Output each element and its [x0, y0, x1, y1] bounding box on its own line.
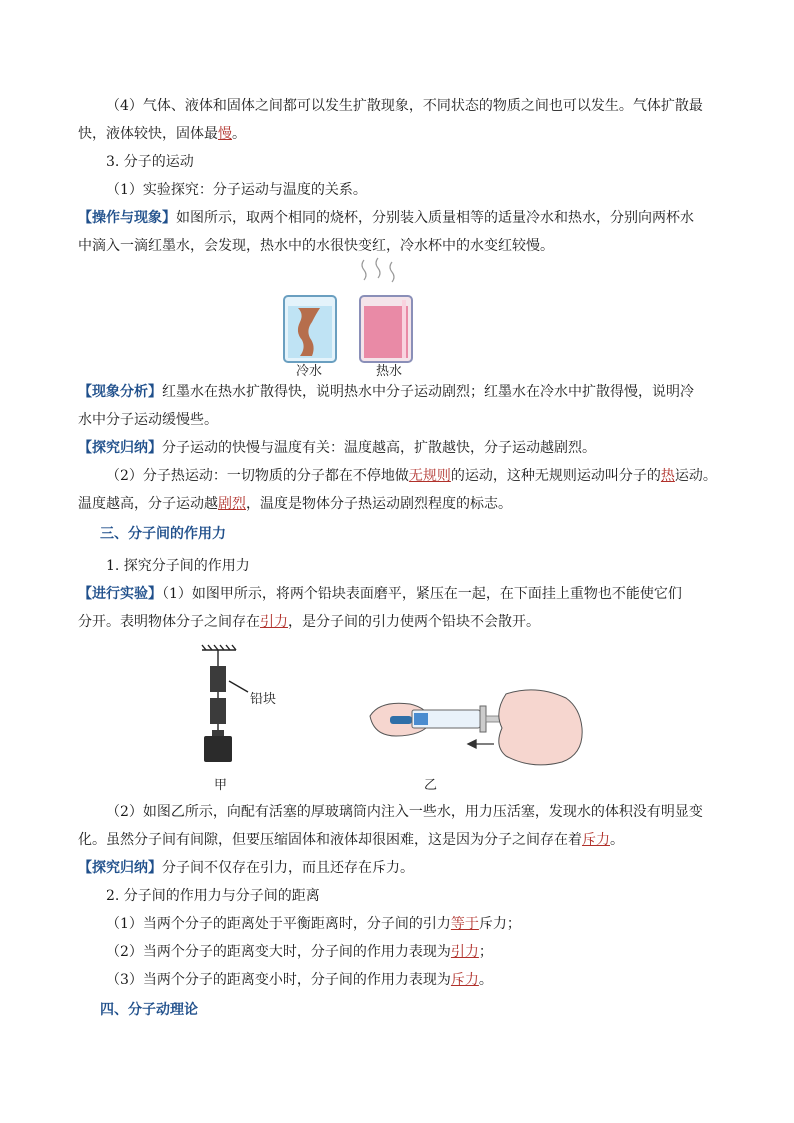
op-tag: 【操作与现象】 [78, 210, 176, 226]
sum-tag: 【探究归纳】 [78, 440, 162, 456]
op-line-1: 【操作与现象】如图所示，取两个相同的烧杯，分别装入质量相等的适量冷水和热水，分别向两杯水 [78, 210, 694, 226]
exp-tag: 【进行实验】 [78, 586, 162, 602]
cold-water-label: 冷水 [296, 364, 323, 379]
thermal-motion-line-2: 温度越高，分子运动越剧烈，温度是物体分子热运动剧烈程度的标志。 [78, 496, 512, 512]
item-3: （3）当两个分子的距离变小时，分子间的作用力表现为斥力。 [106, 972, 493, 988]
s3-experiment: （1）实验探究：分子运动与温度的关系。 [106, 182, 367, 198]
arrow-left-icon [468, 740, 494, 748]
fill-answer: 热 [660, 468, 675, 484]
beaker-figure [278, 256, 423, 374]
exp-line-1: 【进行实验】（1）如图甲所示，将两个铅块表面磨平，紧压在一起，在下面挂上重物也不能使它们 [78, 586, 682, 602]
para-4-line-2: 快，液体较快，固体最慢。 [78, 126, 246, 142]
s3-title: 3. 分子的运动 [106, 154, 194, 170]
cold-beaker [284, 296, 336, 362]
fill-answer: 引力 [260, 614, 288, 630]
p2-line-1: （2）如图乙所示，向配有活塞的厚玻璃筒内注入一些水，用力压活塞，发现水的体积没有明显变 [106, 804, 703, 820]
syringe-figure [368, 682, 584, 766]
hot-water-label: 热水 [376, 364, 403, 379]
sum2-line: 【探究归纳】分子间不仅存在引力，而且还存在斥力。 [78, 860, 414, 876]
sub-1-title: 1. 探究分子间的作用力 [106, 558, 250, 574]
op-line-2: 中滴入一滴红墨水，会发现，热水中的水很快变红，冷水杯中的水变红较慢。 [78, 238, 554, 254]
exp-line-2: 分开。表明物体分子之间存在引力，是分子间的引力使两个铅块不会散开。 [78, 614, 540, 630]
caption-yi: 乙 [424, 778, 438, 793]
p2-line-2: 化。虽然分子间有间隙，但要压缩固体和液体却很困难，这是因为分子之间存在着斥力。 [78, 832, 624, 848]
fill-answer: 引力 [450, 944, 479, 960]
fill-answer: 斥力 [450, 972, 479, 988]
item-1: （1）当两个分子的距离处于平衡距离时，分子间的引力等于斥力； [106, 916, 521, 932]
hot-beaker [360, 296, 412, 362]
caption-jia: 甲 [214, 778, 228, 793]
para-4-line-1: （4）气体、液体和固体之间都可以发生扩散现象，不同状态的物质之间也可以发生。气体扩散最 [106, 98, 703, 114]
fill-answer: 无规则 [408, 468, 451, 484]
fill-answer: 等于 [450, 916, 479, 932]
thermal-motion-line-1: （2）分子热运动：一切物质的分子都在不停地做无规则的运动，这种无规则运动叫分子的热运动。 [106, 468, 717, 484]
item-2: （2）当两个分子的距离变大时，分子间的作用力表现为引力； [106, 944, 493, 960]
fill-answer: 剧烈 [218, 496, 246, 512]
ana-line-2: 水中分子运动缓慢些。 [78, 412, 218, 428]
sum-line: 【探究归纳】分子运动的快慢与温度有关：温度越高，扩散越快，分子运动越剧烈。 [78, 440, 596, 456]
fill-answer: 慢 [218, 126, 232, 142]
lead-label: 铅块 [250, 692, 277, 707]
ana-line-1: 【现象分析】红墨水在热水扩散得快，说明热水中分子运动剧烈；红墨水在冷水中扩散得慢，说明冷 [78, 384, 694, 400]
sub-2-title: 2. 分子间的作用力与分子间的距离 [106, 888, 320, 904]
section-4-heading: 四、分子动理论 [100, 1002, 198, 1018]
sum2-tag: 【探究归纳】 [78, 860, 162, 876]
section-3-heading: 三、分子间的作用力 [100, 526, 226, 542]
ana-tag: 【现象分析】 [78, 384, 162, 400]
fill-answer: 斥力 [582, 832, 610, 848]
steam-icon [362, 258, 394, 282]
